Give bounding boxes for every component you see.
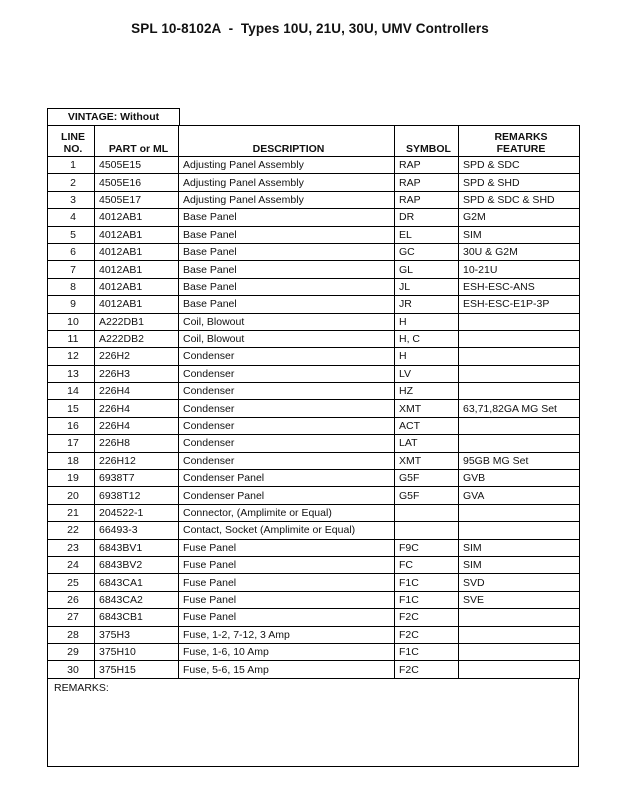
table-row	[48, 435, 580, 452]
cell-symbol: RAP	[395, 191, 459, 208]
cell-line-no: 8	[48, 278, 95, 295]
cell-line-no: 14	[48, 383, 95, 400]
header-line-no: LINE NO.	[48, 126, 95, 157]
cell-line-no: 6	[48, 243, 95, 260]
cell-description: Fuse, 5-6, 15 Amp	[179, 661, 395, 678]
header-remarks-feature: REMARKS FEATURE	[459, 126, 580, 157]
cell-remarks: SIM	[459, 226, 580, 243]
cell-part: 66493-3	[95, 522, 179, 539]
cell-remarks	[459, 504, 580, 521]
cell-description: Condenser Panel	[179, 470, 395, 487]
remarks-box	[47, 678, 579, 767]
cell-line-no: 24	[48, 556, 95, 573]
cell-part: 6843CA1	[95, 574, 179, 591]
cell-part: 4012AB1	[95, 209, 179, 226]
cell-symbol: G5F	[395, 470, 459, 487]
table-row	[48, 191, 580, 208]
table-body	[48, 157, 580, 679]
cell-line-no: 4	[48, 209, 95, 226]
cell-remarks: GVA	[459, 487, 580, 504]
table-row	[48, 470, 580, 487]
table-row	[48, 278, 580, 295]
cell-symbol: LV	[395, 365, 459, 382]
cell-symbol: F2C	[395, 609, 459, 626]
cell-line-no: 19	[48, 470, 95, 487]
cell-line-no: 12	[48, 348, 95, 365]
table-row	[48, 330, 580, 347]
cell-line-no: 17	[48, 435, 95, 452]
cell-description: Base Panel	[179, 261, 395, 278]
cell-line-no: 10	[48, 313, 95, 330]
cell-line-no: 22	[48, 522, 95, 539]
table-row	[48, 313, 580, 330]
cell-line-no: 13	[48, 365, 95, 382]
header-part: PART or ML	[95, 126, 179, 157]
cell-description: Base Panel	[179, 243, 395, 260]
cell-description: Adjusting Panel Assembly	[179, 157, 395, 174]
cell-remarks: ESH-ESC-E1P-3P	[459, 296, 580, 313]
cell-symbol: H	[395, 348, 459, 365]
cell-line-no: 20	[48, 487, 95, 504]
cell-description: Condenser	[179, 452, 395, 469]
cell-part: A222DB1	[95, 313, 179, 330]
cell-line-no: 29	[48, 643, 95, 660]
table-row	[48, 504, 580, 521]
cell-description: Condenser	[179, 435, 395, 452]
cell-part: A222DB2	[95, 330, 179, 347]
cell-remarks: 63,71,82GA MG Set	[459, 400, 580, 417]
cell-symbol: F1C	[395, 574, 459, 591]
table-row	[48, 609, 580, 626]
cell-description: Condenser	[179, 417, 395, 434]
cell-symbol: LAT	[395, 435, 459, 452]
table-row	[48, 574, 580, 591]
cell-part: 226H3	[95, 365, 179, 382]
vintage-label: VINTAGE: Without	[47, 108, 180, 125]
cell-remarks: SPD & SDC & SHD	[459, 191, 580, 208]
table-row	[48, 157, 580, 174]
table-row	[48, 556, 580, 573]
cell-part: 4012AB1	[95, 261, 179, 278]
cell-part: 4012AB1	[95, 296, 179, 313]
cell-remarks: 95GB MG Set	[459, 452, 580, 469]
cell-remarks: SPD & SHD	[459, 174, 580, 191]
cell-symbol: H	[395, 313, 459, 330]
header-symbol: SYMBOL	[395, 126, 459, 157]
cell-part: 6843BV1	[95, 539, 179, 556]
cell-line-no: 16	[48, 417, 95, 434]
cell-line-no: 18	[48, 452, 95, 469]
cell-description: Condenser	[179, 400, 395, 417]
cell-remarks	[459, 609, 580, 626]
cell-remarks: G2M	[459, 209, 580, 226]
table-row	[48, 261, 580, 278]
cell-line-no: 3	[48, 191, 95, 208]
cell-remarks	[459, 417, 580, 434]
table-row	[48, 174, 580, 191]
table-row	[48, 522, 580, 539]
cell-symbol: RAP	[395, 157, 459, 174]
cell-symbol: RAP	[395, 174, 459, 191]
table-row	[48, 626, 580, 643]
cell-symbol: XMT	[395, 452, 459, 469]
table-row	[48, 209, 580, 226]
cell-remarks: SVD	[459, 574, 580, 591]
cell-remarks: 30U & G2M	[459, 243, 580, 260]
cell-description: Base Panel	[179, 209, 395, 226]
cell-remarks: SPD & SDC	[459, 157, 580, 174]
cell-part: 6843BV2	[95, 556, 179, 573]
table-row	[48, 400, 580, 417]
cell-symbol	[395, 522, 459, 539]
table-row	[48, 452, 580, 469]
cell-description: Fuse Panel	[179, 609, 395, 626]
cell-remarks	[459, 330, 580, 347]
cell-part: 4505E17	[95, 191, 179, 208]
cell-part: 4505E15	[95, 157, 179, 174]
cell-description: Connector, (Amplimite or Equal)	[179, 504, 395, 521]
cell-description: Fuse Panel	[179, 539, 395, 556]
cell-description: Base Panel	[179, 296, 395, 313]
table-header-row	[48, 126, 580, 157]
cell-symbol: F1C	[395, 643, 459, 660]
cell-remarks	[459, 661, 580, 678]
cell-part: 226H4	[95, 400, 179, 417]
cell-part: 4012AB1	[95, 243, 179, 260]
cell-remarks: SVE	[459, 591, 580, 608]
cell-remarks: 10-21U	[459, 261, 580, 278]
table-row	[48, 417, 580, 434]
cell-remarks: SIM	[459, 556, 580, 573]
cell-part: 226H12	[95, 452, 179, 469]
cell-part: 204522-1	[95, 504, 179, 521]
cell-part: 375H15	[95, 661, 179, 678]
cell-remarks	[459, 643, 580, 660]
cell-symbol: GL	[395, 261, 459, 278]
cell-line-no: 15	[48, 400, 95, 417]
cell-description: Coil, Blowout	[179, 330, 395, 347]
cell-line-no: 9	[48, 296, 95, 313]
cell-remarks	[459, 435, 580, 452]
cell-part: 226H4	[95, 383, 179, 400]
cell-part: 226H4	[95, 417, 179, 434]
cell-line-no: 23	[48, 539, 95, 556]
cell-description: Contact, Socket (Amplimite or Equal)	[179, 522, 395, 539]
document-title: SPL 10-8102A - Types 10U, 21U, 30U, UMV Controllers	[131, 21, 489, 36]
cell-part: 226H2	[95, 348, 179, 365]
cell-description: Base Panel	[179, 278, 395, 295]
parts-list-table	[47, 125, 580, 679]
cell-symbol: XMT	[395, 400, 459, 417]
cell-remarks	[459, 626, 580, 643]
table-row	[48, 661, 580, 678]
table-row	[48, 226, 580, 243]
cell-line-no: 27	[48, 609, 95, 626]
cell-line-no: 5	[48, 226, 95, 243]
cell-part: 4505E16	[95, 174, 179, 191]
cell-line-no: 30	[48, 661, 95, 678]
table-row	[48, 487, 580, 504]
cell-symbol	[395, 504, 459, 521]
table-row	[48, 296, 580, 313]
cell-line-no: 28	[48, 626, 95, 643]
table-row	[48, 348, 580, 365]
cell-description: Adjusting Panel Assembly	[179, 174, 395, 191]
cell-symbol: F9C	[395, 539, 459, 556]
cell-description: Fuse Panel	[179, 574, 395, 591]
table-row	[48, 243, 580, 260]
table-row	[48, 591, 580, 608]
cell-description: Coil, Blowout	[179, 313, 395, 330]
cell-description: Fuse Panel	[179, 556, 395, 573]
cell-symbol: DR	[395, 209, 459, 226]
cell-description: Adjusting Panel Assembly	[179, 191, 395, 208]
cell-part: 226H8	[95, 435, 179, 452]
cell-remarks: SIM	[459, 539, 580, 556]
cell-part: 6843CB1	[95, 609, 179, 626]
cell-symbol: F2C	[395, 626, 459, 643]
table-row	[48, 539, 580, 556]
cell-description: Condenser	[179, 383, 395, 400]
cell-remarks: ESH-ESC-ANS	[459, 278, 580, 295]
cell-line-no: 7	[48, 261, 95, 278]
cell-remarks	[459, 365, 580, 382]
cell-symbol: HZ	[395, 383, 459, 400]
cell-symbol: FC	[395, 556, 459, 573]
cell-symbol: H, C	[395, 330, 459, 347]
cell-part: 4012AB1	[95, 278, 179, 295]
cell-line-no: 25	[48, 574, 95, 591]
cell-symbol: GC	[395, 243, 459, 260]
cell-description: Condenser Panel	[179, 487, 395, 504]
table-row	[48, 383, 580, 400]
cell-part: 6938T7	[95, 470, 179, 487]
cell-part: 6938T12	[95, 487, 179, 504]
table-row	[48, 365, 580, 382]
cell-symbol: EL	[395, 226, 459, 243]
cell-line-no: 21	[48, 504, 95, 521]
header-description: DESCRIPTION	[179, 126, 395, 157]
cell-line-no: 2	[48, 174, 95, 191]
cell-remarks	[459, 313, 580, 330]
cell-description: Fuse, 1-6, 10 Amp	[179, 643, 395, 660]
cell-description: Base Panel	[179, 226, 395, 243]
cell-symbol: F1C	[395, 591, 459, 608]
cell-description: Condenser	[179, 348, 395, 365]
table-row	[48, 643, 580, 660]
cell-description: Condenser	[179, 365, 395, 382]
cell-symbol: JL	[395, 278, 459, 295]
cell-line-no: 1	[48, 157, 95, 174]
cell-description: Fuse Panel	[179, 591, 395, 608]
cell-description: Fuse, 1-2, 7-12, 3 Amp	[179, 626, 395, 643]
cell-part: 6843CA2	[95, 591, 179, 608]
cell-symbol: F2C	[395, 661, 459, 678]
cell-part: 375H10	[95, 643, 179, 660]
cell-remarks: GVB	[459, 470, 580, 487]
cell-line-no: 11	[48, 330, 95, 347]
remarks-label: REMARKS:	[54, 682, 109, 694]
cell-line-no: 26	[48, 591, 95, 608]
cell-remarks	[459, 383, 580, 400]
cell-remarks	[459, 348, 580, 365]
cell-part: 375H3	[95, 626, 179, 643]
cell-symbol: G5F	[395, 487, 459, 504]
cell-part: 4012AB1	[95, 226, 179, 243]
cell-remarks	[459, 522, 580, 539]
cell-symbol: JR	[395, 296, 459, 313]
cell-symbol: ACT	[395, 417, 459, 434]
